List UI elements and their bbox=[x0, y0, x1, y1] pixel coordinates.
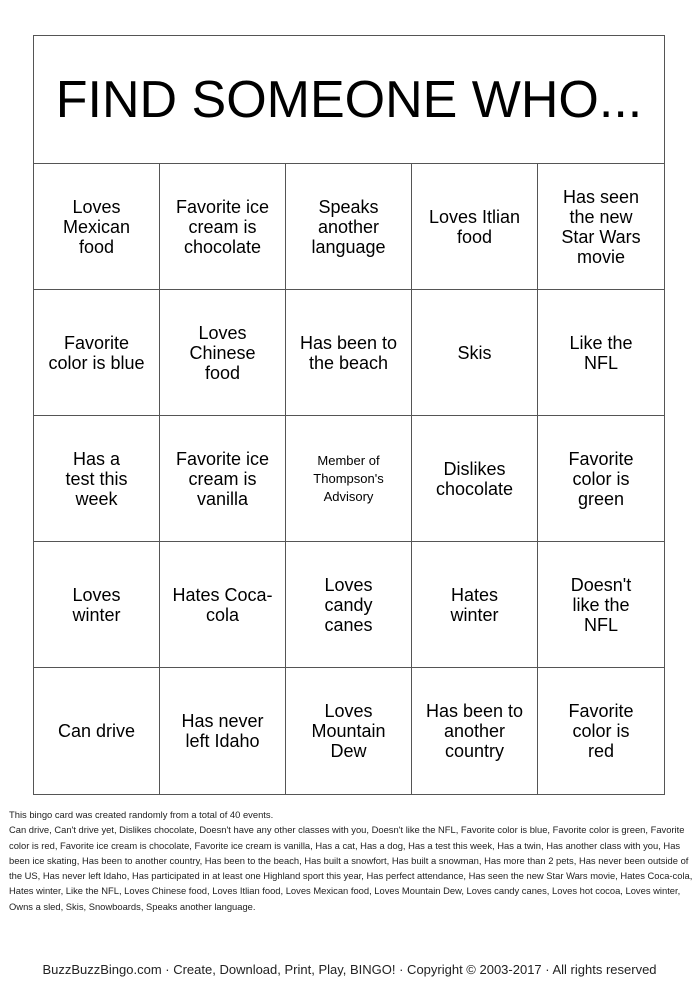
bingo-cell: Doesn't like the NFL bbox=[538, 542, 664, 668]
bingo-cell: Favorite color is blue bbox=[34, 290, 160, 416]
bingo-grid bbox=[34, 164, 664, 794]
bingo-cell: Like the NFL bbox=[538, 290, 664, 416]
bingo-cell: Has never left Idaho bbox=[160, 668, 286, 794]
bingo-cell: Loves Itlian food bbox=[412, 164, 538, 290]
bingo-cell: Dislikes chocolate bbox=[412, 416, 538, 542]
bingo-cell: Loves candy canes bbox=[286, 542, 412, 668]
event-list: Can drive, Can't drive yet, Dislikes chocolate, Doesn't have any other classes with you, Doesn't like the NFL, Favorite color is blue, Favorite color is green, Favorite color is red, Favorite ice cream is chocolate, Favorite ice cream is vanilla, Has a cat, Has a dog, Has a test this week, Has a twin, Has another class with you, Has been ice skating, Has been to another country, Has been to the beach, Has built a snowfort, Has built a snowman, Has more than 2 pets, Has never been outside of the US, Has never left Idaho, Has participated in at least one Highland sport this year, Has perfect attendance, Has seen the new Star Wars movie, Hates Coca-cola, Hates winter, Like the NFL, Loves Chinese food, Loves Itlian food, Loves Mexican food, Loves Mountain Dew, Loves candy canes, Loves hot cocoa, Loves winter, Owns a sled, Skis, Snowboards, Speaks another language. bbox=[9, 824, 693, 912]
bingo-cell: Has a test this week bbox=[34, 416, 160, 542]
bingo-cell: Has been to the beach bbox=[286, 290, 412, 416]
bingo-cell: Favorite ice cream is chocolate bbox=[160, 164, 286, 290]
bingo-cell: Loves Mexican food bbox=[34, 164, 160, 290]
card-info bbox=[9, 807, 693, 914]
bingo-cell: Loves winter bbox=[34, 542, 160, 668]
bingo-cell: Has been to another country bbox=[412, 668, 538, 794]
bingo-cell: Favorite color is green bbox=[538, 416, 664, 542]
bingo-cell: Speaks another language bbox=[286, 164, 412, 290]
bingo-cell: Loves Mountain Dew bbox=[286, 668, 412, 794]
bingo-cell: Loves Chinese food bbox=[160, 290, 286, 416]
bingo-cell: Favorite ice cream is vanilla bbox=[160, 416, 286, 542]
bingo-cell: Can drive bbox=[34, 668, 160, 794]
bingo-cell: Has seen the new Star Wars movie bbox=[538, 164, 664, 290]
bingo-cell: Favorite color is red bbox=[568, 701, 634, 761]
footer-copyright: BuzzBuzzBingo.com · Create, Download, Print, Play, BINGO! · Copyright © 2003-2017 · All rights reserved bbox=[42, 962, 657, 977]
bingo-cell-free: Member of Thompson's Advisory bbox=[286, 416, 412, 542]
bingo-card bbox=[33, 35, 665, 795]
event-summary: This bingo card was created randomly from a total of 40 events. bbox=[9, 809, 274, 820]
card-title: FIND SOMEONE WHO... bbox=[34, 36, 664, 164]
bingo-cell: Skis bbox=[412, 290, 538, 416]
bingo-cell: Hates Coca-cola bbox=[160, 542, 286, 668]
bingo-cell: Hates winter bbox=[412, 542, 538, 668]
